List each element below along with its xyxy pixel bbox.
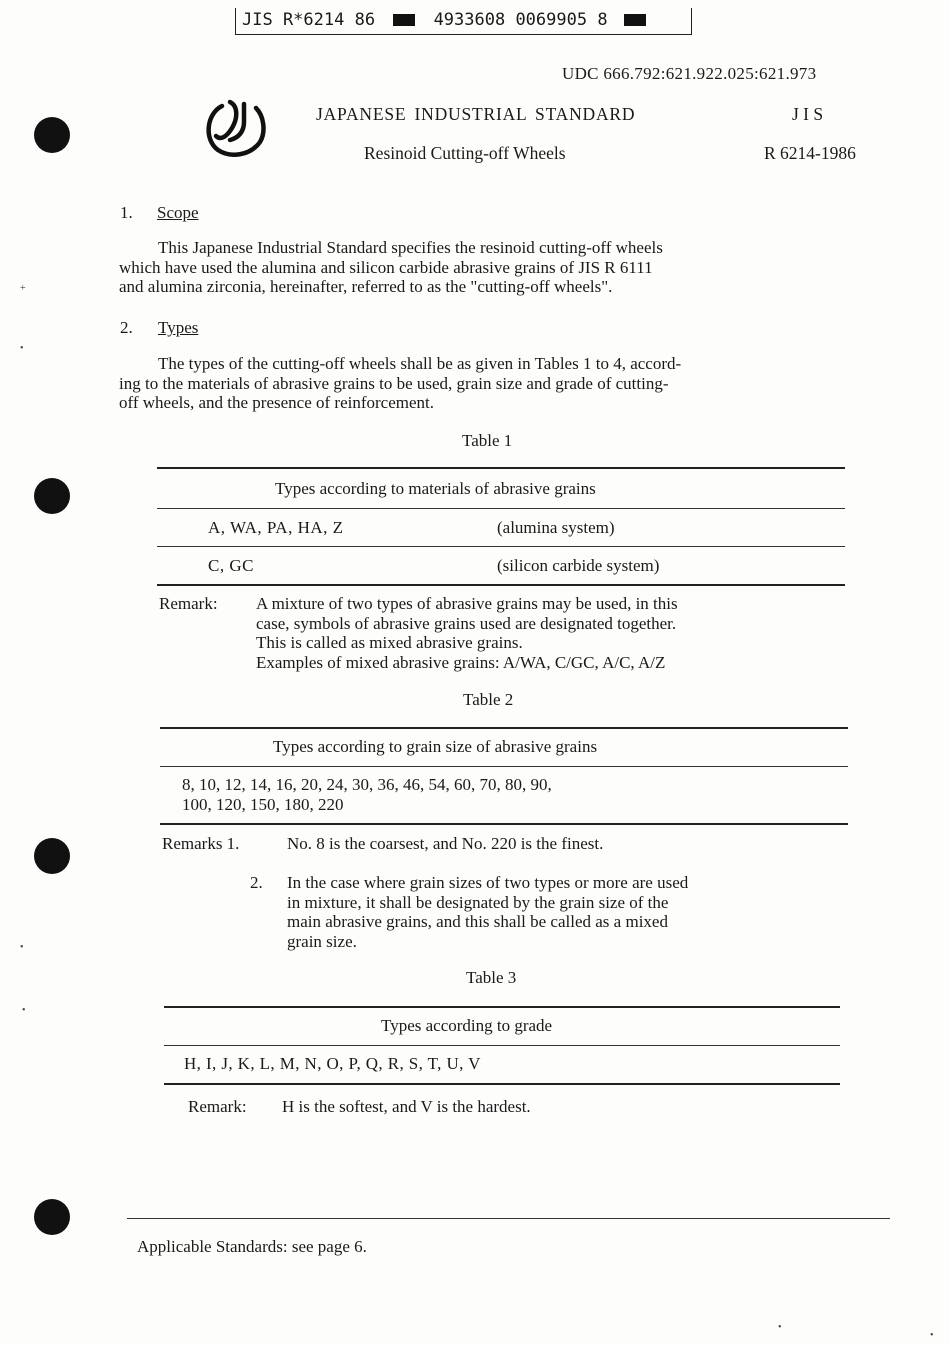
table1-remark-line-2: case, symbols of abrasive grains used are designated together. bbox=[256, 613, 677, 633]
section1-body bbox=[119, 238, 879, 297]
table3-caption: Table 3 bbox=[466, 968, 517, 987]
table2-remark2-line-1: In the case where grain sizes of two types or more are used bbox=[287, 873, 689, 892]
table3-header: Types according to grade bbox=[381, 1016, 553, 1035]
jis-logo-icon bbox=[200, 96, 270, 162]
jis-mark: J I S bbox=[792, 104, 824, 124]
section2-body bbox=[119, 354, 899, 413]
scan-speck: • bbox=[778, 1322, 782, 1333]
table1-row2-system: (silicon carbide system) bbox=[497, 556, 660, 575]
header-code-strip bbox=[235, 8, 692, 35]
table3-top-rule bbox=[164, 1006, 840, 1008]
table2-grain-sizes bbox=[182, 775, 842, 814]
table1-remark-line-1: A mixture of two types of abrasive grains may be used, in this bbox=[256, 594, 678, 613]
table3-grades: H, I, J, K, L, M, N, O, P, Q, R, S, T, U, V bbox=[184, 1054, 481, 1073]
section1-line-2: which have used the alumina and silicon carbide abrasive grains of JIS R 6111 bbox=[119, 257, 653, 277]
table2-grain-line-1: 8, 10, 12, 14, 16, 20, 24, 30, 36, 46, 54, 60, 70, 80, 90, bbox=[182, 775, 552, 794]
table3-remark-label: Remark: bbox=[188, 1097, 247, 1116]
header-code-end-block-icon bbox=[624, 14, 646, 26]
doc-number: R 6214-1986 bbox=[764, 143, 856, 163]
table1-caption: Table 1 bbox=[462, 431, 513, 450]
table2-top-rule bbox=[160, 727, 848, 729]
scan-speck: • bbox=[20, 942, 24, 953]
table3-remark: H is the softest, and V is the hardest. bbox=[282, 1097, 531, 1116]
table1-remark-label: Remark: bbox=[159, 594, 218, 613]
table2-grain-line-2: 100, 120, 150, 180, 220 bbox=[182, 794, 344, 814]
table1-header: Types according to materials of abrasive grains bbox=[275, 479, 596, 498]
section1-heading: Scope bbox=[157, 203, 199, 222]
section2-line-2: ing to the materials of abrasive grains to be used, grain size and grade of cutting- bbox=[119, 373, 669, 393]
binder-hole-4 bbox=[34, 1199, 70, 1235]
section2-line-3: off wheels, and the presence of reinforcement. bbox=[119, 393, 434, 412]
table1-remark-line-3: This is called as mixed abrasive grains. bbox=[256, 633, 523, 652]
table1-top-rule bbox=[157, 467, 845, 469]
applicable-standards: Applicable Standards: see page 6. bbox=[137, 1237, 367, 1256]
section1-line-3: and alumina zirconia, hereinafter, referred to as the "cutting-off wheels". bbox=[119, 277, 613, 296]
table2-remark2-line-2: in mixture, it shall be designated by the grain size of the bbox=[287, 892, 669, 912]
header-code-block-icon bbox=[393, 14, 415, 26]
table2-remark2-number: 2. bbox=[250, 873, 263, 892]
org-title: JAPANESE INDUSTRIAL STANDARD bbox=[316, 104, 636, 124]
table2-remark2-body bbox=[287, 873, 857, 951]
scan-speck: • bbox=[930, 1330, 934, 1341]
header-code-number: 4933608 0069905 8 bbox=[433, 10, 608, 30]
section2-heading: Types bbox=[158, 318, 199, 337]
table1-bottom-rule bbox=[157, 584, 845, 586]
table1-remark-line-4: Examples of mixed abrasive grains: A/WA, C/GC, A/C, A/Z bbox=[256, 652, 666, 672]
table1-row1-system: (alumina system) bbox=[497, 518, 615, 537]
table1-row2-symbols: C, GC bbox=[208, 556, 254, 575]
table1-remark-body bbox=[256, 594, 856, 672]
table2-bottom-rule bbox=[160, 823, 848, 825]
binder-hole-3 bbox=[34, 838, 70, 874]
table2-header: Types according to grain size of abrasive grains bbox=[273, 737, 598, 756]
footer-rule bbox=[127, 1218, 890, 1219]
section2-line-1: The types of the cutting-off wheels shall be as given in Tables 1 to 4, accord- bbox=[158, 354, 682, 373]
table3-bottom-rule bbox=[164, 1083, 840, 1085]
section1-line-1: This Japanese Industrial Standard specifies the resinoid cutting-off wheels bbox=[158, 238, 663, 257]
table1-row-rule bbox=[157, 546, 845, 547]
scan-speck: • bbox=[22, 1005, 26, 1016]
section2-number: 2. bbox=[120, 318, 133, 337]
table2-header-rule bbox=[160, 766, 848, 767]
table2-remark2-line-4: grain size. bbox=[287, 931, 357, 951]
header-code-prefix: JIS R*6214 86 bbox=[242, 10, 376, 30]
binder-hole-1 bbox=[34, 117, 70, 153]
table1-row1-symbols: A, WA, PA, HA, Z bbox=[208, 518, 344, 537]
scan-speck: + bbox=[20, 283, 26, 294]
doc-title: Resinoid Cutting-off Wheels bbox=[364, 143, 566, 163]
table2-remarks-label: Remarks 1. bbox=[162, 834, 240, 853]
scan-speck: • bbox=[20, 343, 24, 354]
section1-number: 1. bbox=[120, 203, 133, 222]
table2-remark2-line-3: main abrasive grains, and this shall be called as a mixed bbox=[287, 912, 668, 931]
udc-code: UDC 666.792:621.922.025:621.973 bbox=[562, 64, 817, 83]
table3-header-rule bbox=[164, 1045, 840, 1046]
table2-caption: Table 2 bbox=[463, 690, 514, 709]
binder-hole-2 bbox=[34, 478, 70, 514]
table1-header-rule bbox=[157, 508, 845, 509]
table2-remark1: No. 8 is the coarsest, and No. 220 is the finest. bbox=[287, 834, 604, 853]
